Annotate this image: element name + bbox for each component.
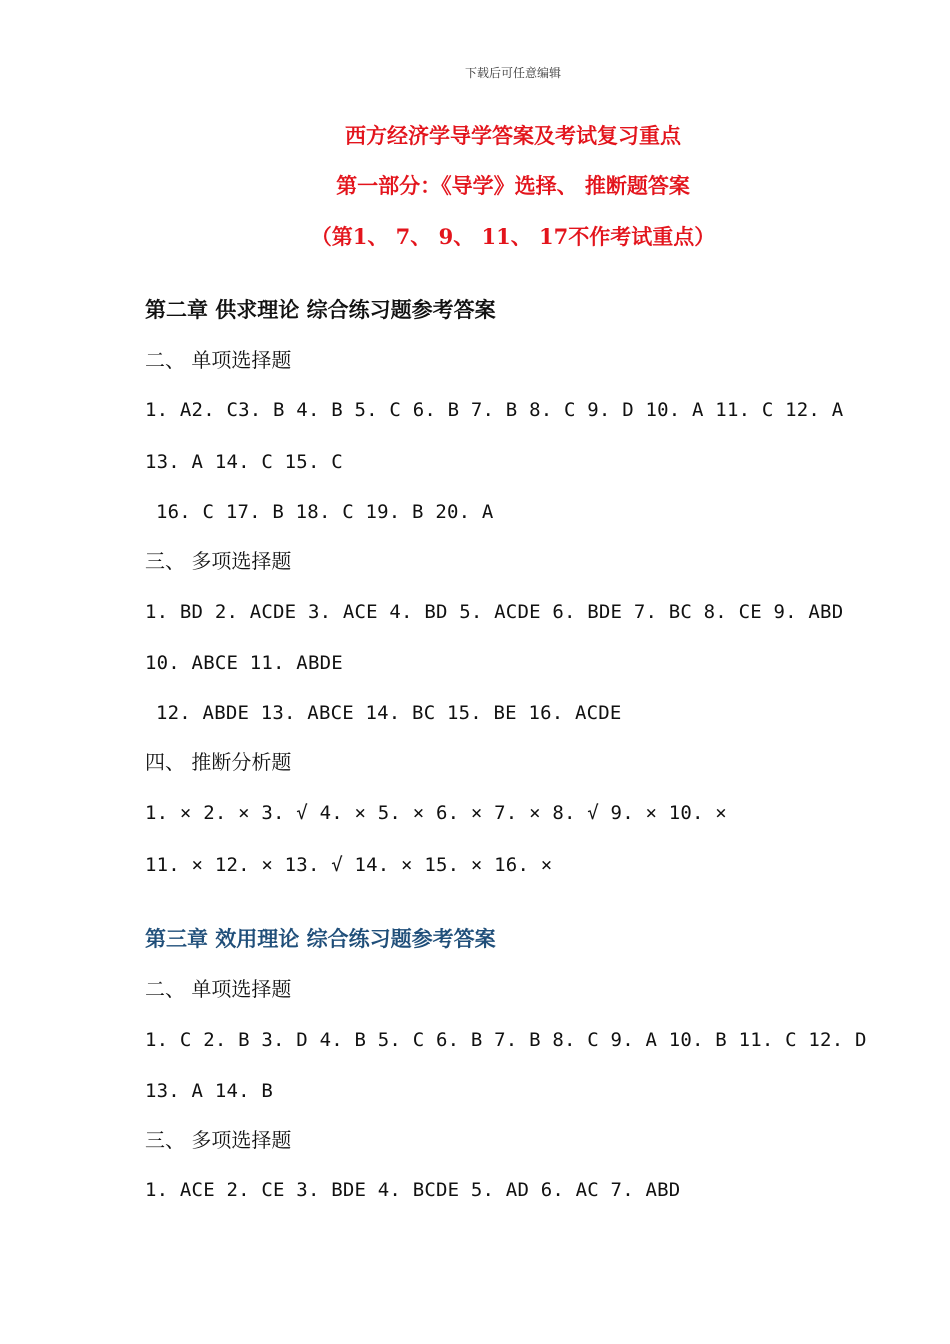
chapter3-single-answers-line: 1. C 2. B 3. D 4. B 5. C 6. B 7. B 8. C 9. A 10. B 11. C 12. D [145,1029,867,1051]
chapter3-multiple-answers-line: 1. ACE 2. CE 3. BDE 4. BCDE 5. AD 6. AC 7. ABD [145,1179,681,1201]
document-title: 西方经济学导学答案及考试复习重点 [345,123,681,148]
chapter2-judgment-answers-line: 1. × 2. × 3. √ 4. × 5. × 6. × 7. × 8. √ 9. × 10. × [145,802,727,824]
chapter2-heading: 第二章 供求理论 综合练习题参考答案 [145,298,496,322]
chapter2-multiple-answers-line: 12. ABDE 13. ABCE 14. BC 15. BE 16. ACDE [156,702,622,724]
part-title: 第一部分：《导学》选择、 推断题答案 [336,173,690,198]
chapter3-single-answers-line: 13. A 14. B [145,1080,274,1102]
chapter2-multiple-choice-label: 三、 多项选择题 [145,549,292,573]
exam-note-title: （第1、 7、 9、 11、 17不作考试重点） [310,224,716,249]
header-note: 下载后可任意编辑 [464,66,561,80]
chapter2-multiple-answers-line: 10. ABCE 11. ABDE [145,652,343,674]
chapter2-single-answers-line: 13. A 14. C 15. C [145,451,343,473]
chapter3-heading: 第三章 效用理论 综合练习题参考答案 [145,927,496,951]
chapter2-single-answers-line: 16. C 17. B 18. C 19. B 20. A [156,501,494,523]
chapter2-single-choice-label: 二、 单项选择题 [145,348,292,372]
chapter2-judgment-label: 四、 推断分析题 [145,750,292,774]
chapter2-multiple-answers-line: 1. BD 2. ACDE 3. ACE 4. BD 5. ACDE 6. BDE 7. BC 8. CE 9. ABD [145,601,844,623]
chapter2-single-answers-line: 1. A2. C3. B 4. B 5. C 6. B 7. B 8. C 9. D 10. A 11. C 12. A [145,399,844,421]
chapter3-single-choice-label: 二、 单项选择题 [145,977,292,1001]
chapter2-judgment-answers-line: 11. × 12. × 13. √ 14. × 15. × 16. × [145,854,553,876]
chapter3-multiple-choice-label: 三、 多项选择题 [145,1128,292,1152]
